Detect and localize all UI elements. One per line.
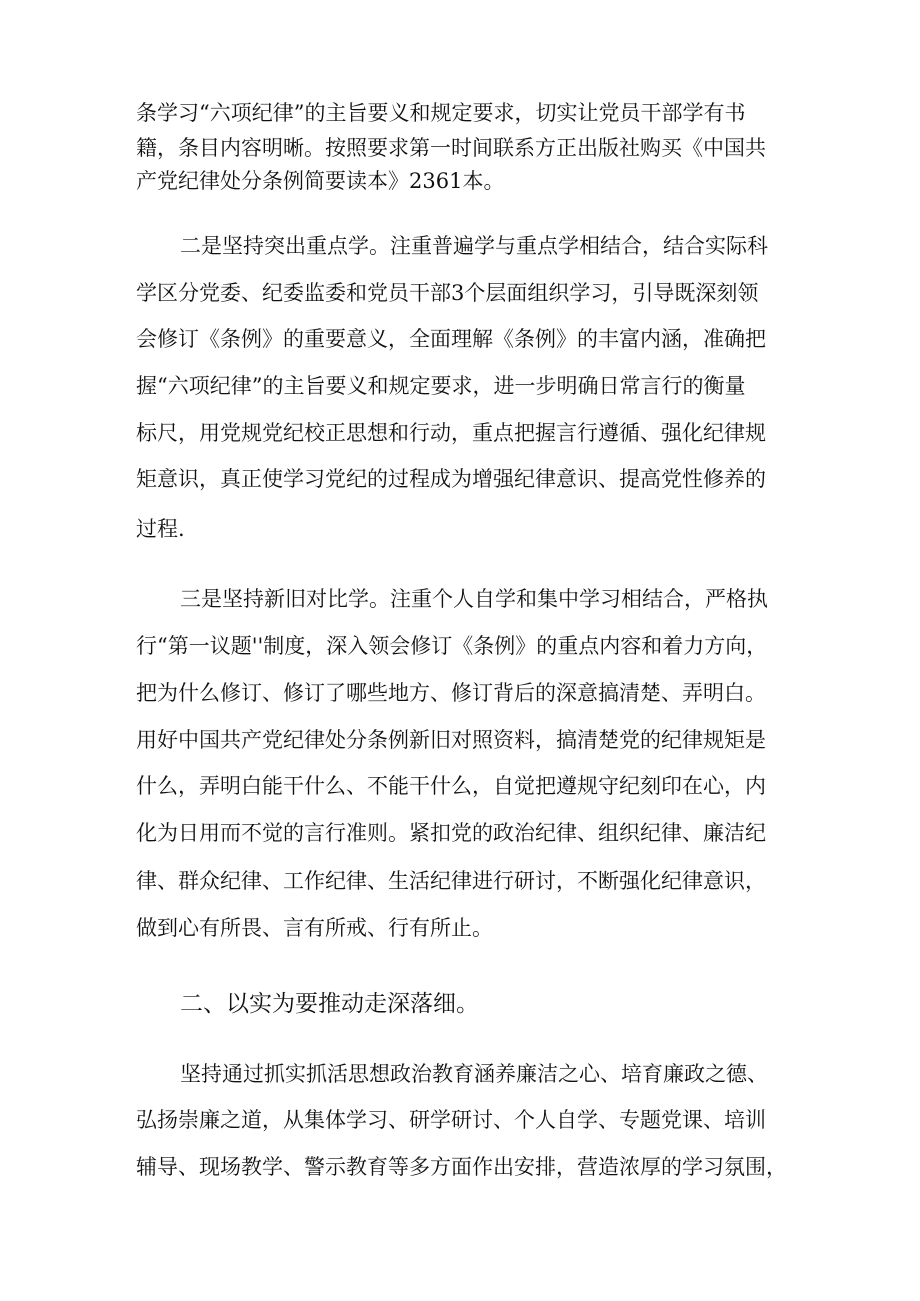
text-line: 做到心有所畏、言有所戒、行有所止。	[136, 916, 493, 940]
text-line: 用好中国共产党纪律处分条例新旧对照资料，搞清楚党的纪律规矩是	[136, 728, 766, 752]
text-line: 条学习“六项纪律”的主旨要义和规定要求，切实让党员干部学有书	[136, 101, 746, 125]
text-line: 标尺，用党规党纪校正思想和行动，重点把握言行遵循、强化纪律规	[136, 421, 766, 445]
text-line: 矩意识，真正使学习党纪的过程成为增强纪律意识、提高党性修养的	[136, 467, 766, 491]
text-line: 籍，条目内容明晰。按照要求第一时间联系方正出版社购买《中国共	[136, 136, 766, 160]
text-line: 二是坚持突出重点学。注重普遍学与重点学相结合，结合实际科	[180, 234, 768, 258]
text-line: 行“第一议题''制度，深入领会修订《条例》的重点内容和着力方向，	[136, 634, 768, 658]
text-line: 握“六项纪律”的主旨要义和规定要求，进一步明确日常言行的衡量	[136, 374, 746, 398]
text-line: 坚持通过抓实抓活思想政治教育涵养廉洁之心、培育廉政之德、	[180, 1062, 768, 1086]
text-line: 律、群众纪律、工作纪律、生活纪律进行研讨，不断强化纪律意识，	[136, 869, 766, 893]
text-line: 会修订《条例》的重要意义，全面理解《条例》的丰富内涵，准确把	[136, 327, 766, 351]
text-line: 弘扬崇廉之道，从集体学习、研学研讨、个人自学、专题党课、培训	[136, 1108, 766, 1132]
section-heading: 二、以实为要推动走深落细。	[180, 991, 479, 1017]
text-line: 三是坚持新旧对比学。注重个人自学和集中学习相结合，严格执	[180, 587, 768, 611]
text-line: 化为日用而不觉的言行准则。紧扣党的政治纪律、组织纪律、廉洁纪	[136, 821, 766, 845]
text-line: 把为什么修订、修订了哪些地方、修订背后的深意搞清楚、弄明白。	[136, 681, 766, 705]
text-line: 什么，弄明白能干什么、不能干什么，自觉把遵规守纪刻印在心，内	[136, 774, 766, 798]
text-line: 辅导、现场教学、警示教育等多方面作出安排，营造浓厚的学习氛围，	[136, 1155, 787, 1179]
text-line: 学区分党委、纪委监委和党员干部3个层面组织学习，引导既深刻领	[136, 281, 759, 305]
text-line: 过程.	[136, 517, 185, 541]
text-line: 产党纪律处分条例简要读本》2361本。	[136, 169, 505, 193]
